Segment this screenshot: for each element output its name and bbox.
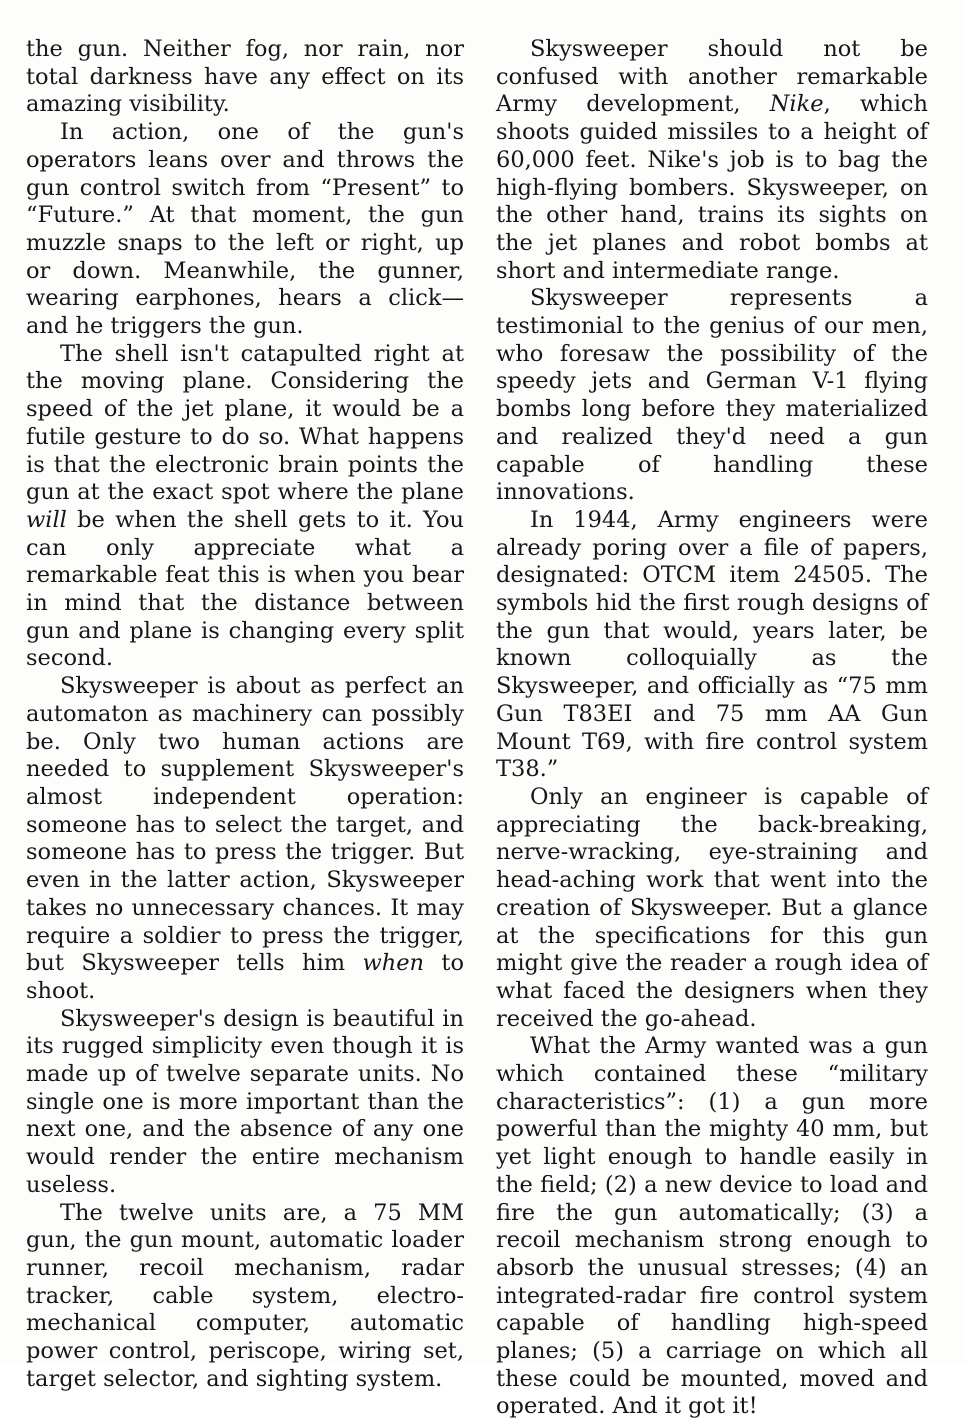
paragraph-nike: Skysweeper should not be confused with another remarkable Army development, Nike, which shoots guided missiles to a height of 60,000 feet. Nike's job is to bag the high-flying bombers. Skysweeper, on the other hand, trains its sights on the jet planes and robot bombs at short and intermediate range.: [496, 36, 928, 284]
emphasis-nike: Nike: [769, 91, 824, 118]
paragraph-twelve-units: The twelve units are, a 75 MM gun, the gun mount, automatic loader runner, recoil mechanism, radar tracker, cable system, electro-mechanical computer, automatic power control, periscope, wiring set, target selector, and sighting system.: [26, 1199, 464, 1392]
left-column: [26, 36, 464, 1393]
paragraph-1944: In 1944, Army engineers were already poring over a file of papers, designated: OTCM item 24505. The symbols hid the first rough designs of the gun that would, years later, be known colloquially as the Skysweeper, and officially as “75 mm Gun T83EI and 75 mm AA Gun Mount T69, with fire control system T38.”: [496, 506, 928, 783]
paragraph-engineer: Only an engineer is capable of appreciating the back-breaking, nerve-wracking, eye-straining and head-aching work that went into the creation of Skysweeper. But a glance at the specifications for this gun might give the reader a rough idea of what faced the designers when they received the go-ahead.: [496, 783, 928, 1032]
emphasis-will: will: [26, 506, 67, 533]
paragraph-army-wanted: What the Army wanted was a gun which contained these “military characteristics”: (1) a gun more powerful than the mighty 40 mm, but yet light enough to handle easily in the field; (2) a new device to load and fire the gun automatically; (3) a recoil mechanism strong enough to absorb the unusual stresses; (4) an integrated-radar fire control system capable of handling high-speed planes; (5) a carriage on which all these could be mounted, moved and operated. And it got it!: [496, 1033, 928, 1420]
paragraph-automaton: Skysweeper is about as perfect an automaton as machinery can possibly be. Only two human actions are needed to supplement Skysweeper's almost independent operation: someone has to select the target, and someone has to press the trigger. But even in the latter action, Skysweeper takes no unnecessary chances. It may require a soldier to press the trigger, but Skysweeper tells him when to shoot.: [26, 673, 464, 1004]
paragraph-in-action: In action, one of the gun's operators leans over and throws the gun control switch from “Present” to “Future.” At that moment, the gun muzzle snaps to the left or right, up or down. Meanwhile, the gunner, wearing earphones, hears a click—and he triggers the gun.: [26, 119, 464, 340]
paragraph-fog-rain: the gun. Neither fog, nor rain, nor total darkness have any effect on its amazing visibility.: [26, 36, 464, 118]
paragraph-testimonial: Skysweeper represents a testimonial to the genius of our men, who foresaw the possibility of the speedy jets and German V-1 flying bombs long before they materialized and realized they'd need a gun capable of handling these innovations.: [496, 285, 928, 506]
emphasis-when: when: [362, 950, 425, 977]
paragraph-shell: The shell isn't catapulted right at the moving plane. Considering the speed of the jet plane, it would be a futile gesture to do so. What happens is that the electronic brain points the gun at the exact spot where the plane will be when the shell gets to it. You can only appreciate what a remarkable feat this is when you bear in mind that the distance between gun and plane is changing every split second.: [26, 340, 464, 672]
paragraph-design: Skysweeper's design is beautiful in its rugged simplicity even though it is made up of twelve separate units. No single one is more important than the next one, and the absence of any one would render the entire mechanism useless.: [26, 1005, 464, 1198]
right-column: [496, 36, 928, 1421]
